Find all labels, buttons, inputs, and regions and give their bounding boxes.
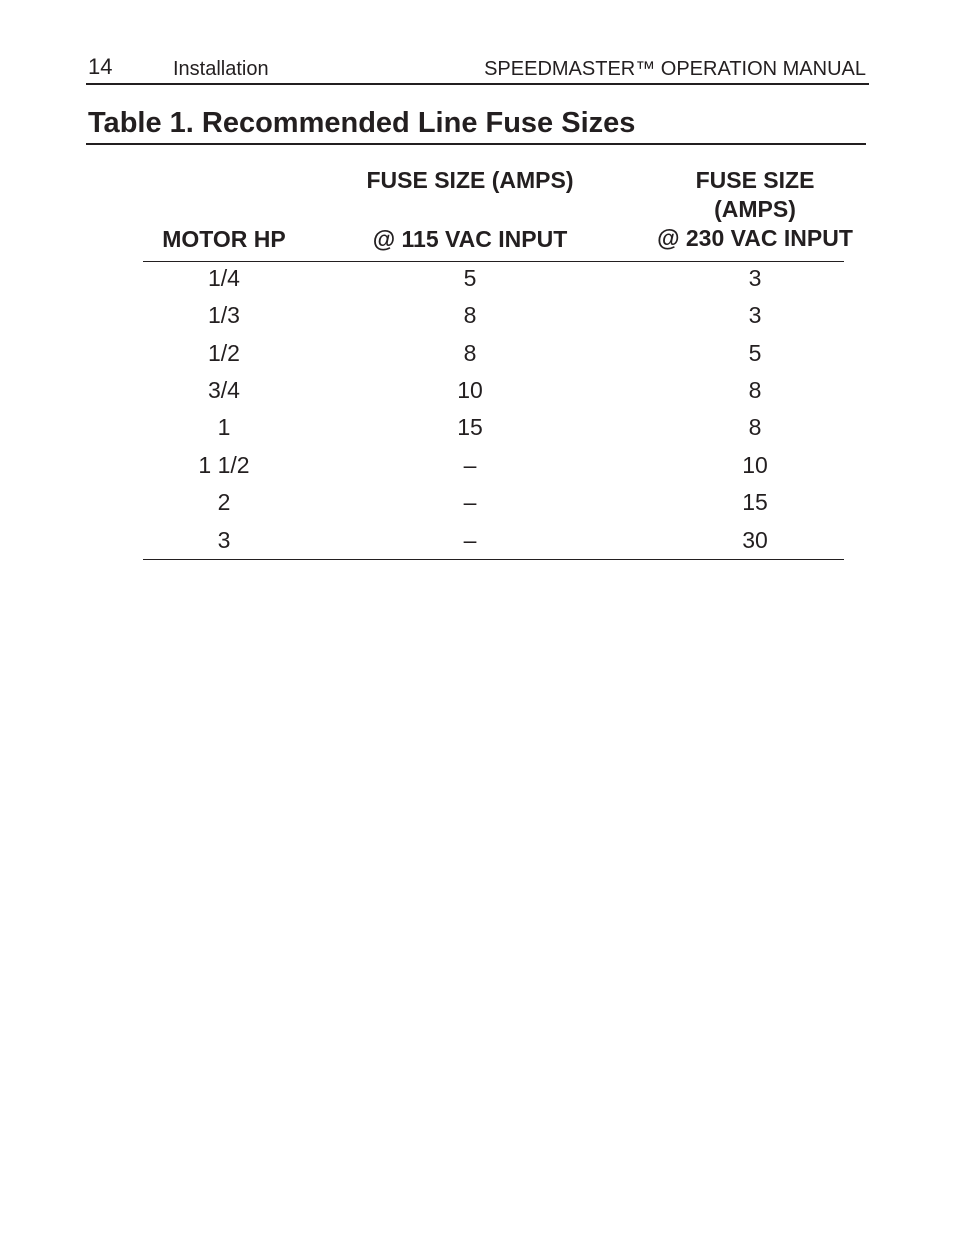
- table-bottom-rule: [143, 559, 844, 560]
- cell-fuse-115: –: [463, 489, 477, 515]
- cell-motor-hp: 1/3: [208, 302, 240, 328]
- cell-fuse-230: 5: [748, 340, 762, 366]
- header-rule: [86, 83, 869, 85]
- table-row: [0, 264, 954, 301]
- cell-motor-hp: 1/4: [208, 265, 240, 291]
- column-header-line: FUSE SIZE (AMPS): [366, 167, 574, 193]
- table-row: [0, 301, 954, 338]
- manual-title: SPEEDMASTER™ OPERATION MANUAL: [484, 58, 866, 80]
- title-rule: [86, 143, 866, 145]
- cell-motor-hp: 3: [217, 527, 231, 553]
- cell-fuse-230: 3: [748, 302, 762, 328]
- table-row: [0, 413, 954, 450]
- cell-fuse-230: 15: [742, 489, 768, 515]
- column-header-line: @ 115 VAC INPUT: [372, 226, 568, 252]
- cell-fuse-115: 8: [463, 340, 477, 366]
- column-header-fuse-115: [320, 166, 620, 254]
- column-header-motor-hp: [124, 225, 324, 254]
- column-header-fuse-230: [620, 166, 890, 253]
- column-header-line: @ 230 VAC INPUT: [657, 225, 853, 251]
- cell-motor-hp: 1: [217, 414, 231, 440]
- cell-fuse-115: 15: [457, 414, 483, 440]
- page-number: 14: [88, 54, 113, 79]
- column-header-line: FUSE SIZE: [695, 167, 815, 193]
- cell-fuse-115: –: [463, 527, 477, 553]
- cell-fuse-230: 10: [742, 452, 768, 478]
- cell-motor-hp: 1/2: [208, 340, 240, 366]
- table-row: [0, 339, 954, 376]
- cell-fuse-115: 10: [457, 377, 483, 403]
- column-header-label: MOTOR HP: [162, 226, 286, 252]
- cell-motor-hp: 2: [217, 489, 231, 515]
- cell-fuse-115: –: [463, 452, 477, 478]
- section-name: Installation: [173, 58, 269, 80]
- cell-motor-hp: 3/4: [208, 377, 240, 403]
- cell-fuse-230: 3: [748, 265, 762, 291]
- cell-fuse-230: 8: [748, 414, 762, 440]
- table-row: [0, 376, 954, 413]
- cell-fuse-115: 8: [463, 302, 477, 328]
- cell-fuse-115: 5: [463, 265, 477, 291]
- cell-fuse-230: 30: [742, 527, 768, 553]
- cell-motor-hp: 1 1/2: [198, 452, 250, 478]
- table-row: [0, 526, 954, 563]
- table-row: [0, 451, 954, 488]
- cell-fuse-230: 8: [748, 377, 762, 403]
- table-title: Table 1. Recommended Line Fuse Sizes: [88, 107, 636, 139]
- column-header-line: (AMPS): [714, 196, 796, 222]
- table-row: [0, 488, 954, 525]
- table-header-rule: [143, 261, 844, 262]
- column-header-line: [320, 195, 620, 225]
